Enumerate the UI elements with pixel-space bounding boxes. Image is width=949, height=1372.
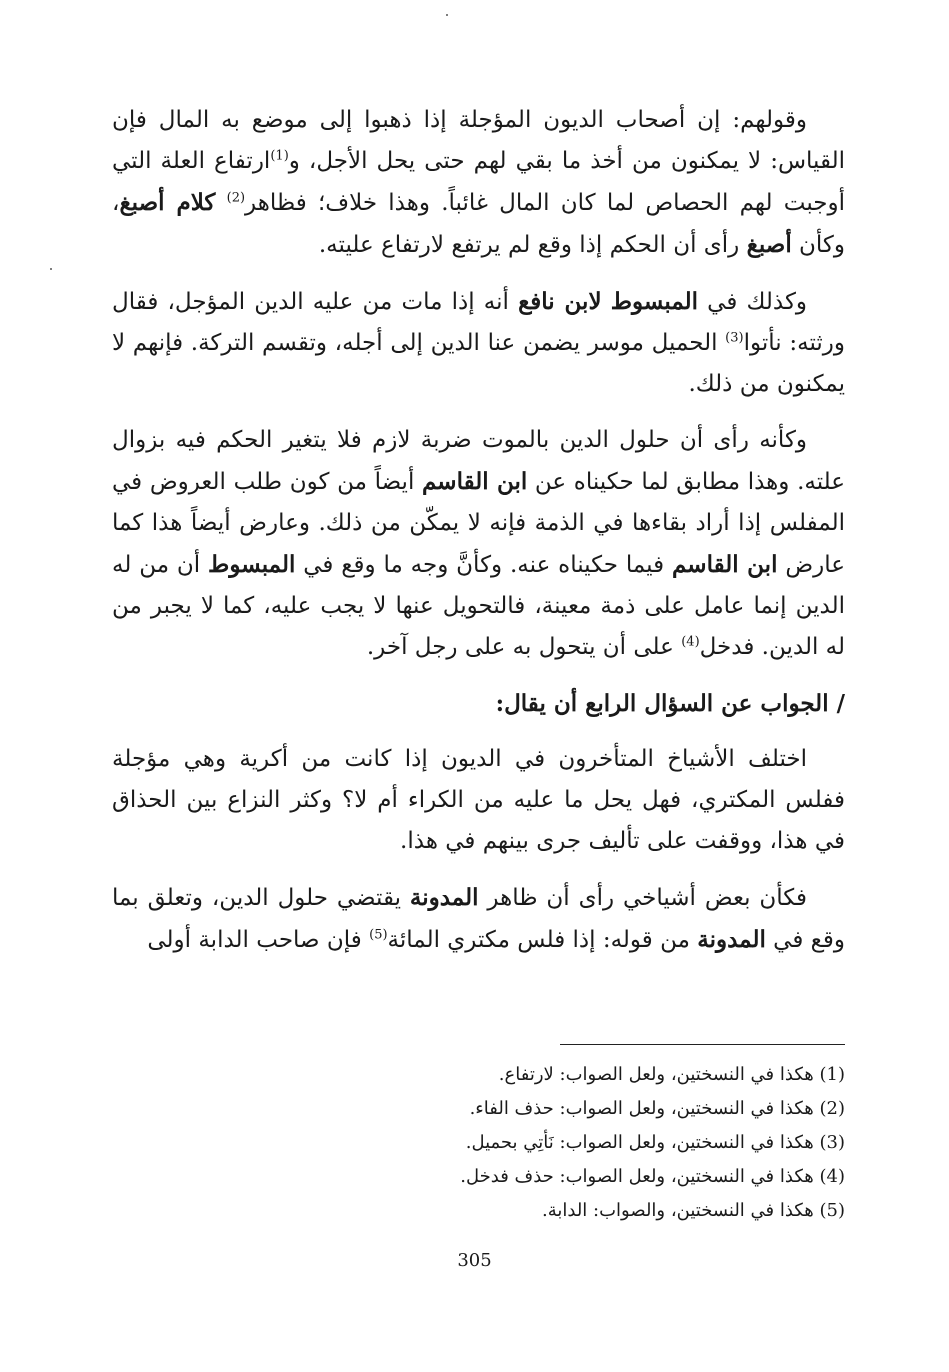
footnote-ref: (2) [226,190,246,206]
text-run: على أن يتحول به على رجل آخر. [366,634,682,660]
footnote-text: هكذا في النسختين، ولعل الصواب: لارتفاع. [498,1064,814,1085]
bold-term: / الجواب عن السؤال الرابع [585,690,845,717]
scan-speck [446,14,448,16]
bold-term: المدونة [697,926,766,953]
footnote-divider [560,1044,845,1045]
paragraph [112,420,845,668]
footnote-number: (4) [819,1166,845,1187]
bold-term: المبسوط [610,288,699,315]
text-run [602,289,611,315]
text-run [215,190,226,216]
text-run: من قوله: إذا فلس مكتري المائة [387,927,698,953]
text-run: فكأن بعض أشياخي رأى أن ظاهر [478,885,807,911]
footnote [300,1126,845,1160]
text-run: وقولهم: إن أصحاب الديون المؤجلة إذا ذهبوا إلى موضع به المال فإن القياس: لا يمكنون من أخذ ما بقي لهم حتى يحل الأجل، و [112,107,845,174]
footnote-text: هكذا في النسختين، ولعل الصواب: نَأتِي بحميل. [465,1132,814,1153]
bold-term: ابن القاسم [421,468,528,495]
footnote [300,1058,845,1092]
paragraph [112,100,845,266]
bold-term: لابن نافع [518,288,602,315]
bold-term: ابن القاسم [671,551,778,578]
text-run: أيضاً من كون طلب العروض في المفلس إذا أراد بقاءها في الذمة فإنه لا يمكّن من ذلك. وعارض أيضاً هذا كما عارض [112,469,845,578]
footnote-number: (1) [819,1064,845,1085]
text-run: فيما حكيناه عنه. وكأنَّ وجه ما وقع في [295,552,672,578]
footnote-text: هكذا في النسختين، ولعل الصواب: حذف فدخل. [460,1166,814,1187]
text-run: اختلف الأشياخ المتأخرون في الديون إذا كانت من أكرية وهي مؤجلة ففلس المكتري، فهل يحل ما عليه من الكراء أم لا؟ وكثر النزاع بين الحذاق في هذا، ووقفت على تأليف جرى بينهم في هذا. [112,746,845,854]
text-run: ، وكأن [112,190,845,258]
footnote-ref: (5) [369,927,388,943]
bold-term: المدونة [409,884,479,911]
text-run: وكذلك في [698,289,807,315]
scan-speck [50,268,52,270]
paragraph [112,281,845,405]
footnote-text: هكذا في النسختين، والصواب: الدابة. [541,1200,814,1221]
footnote-number: (5) [819,1200,845,1221]
text-run: فإن صاحب الدابة أولى [147,927,370,953]
paragraph [112,877,845,961]
text-run: أنه إذا مات من عليه الدين المؤجل، فقال ورثته: نأتوا [112,289,845,356]
bold-term: كلام أصبغ [119,189,216,216]
text-run: رأى أن الحكم إذا وقع لم يرتفع لارتفاع عليته. [318,232,747,258]
footnote [300,1092,845,1126]
text-run: ارتفاع العلة التي أوجبت لهم الحصاص لما كان المال غائباً. وهذا خلاف؛ فظاهر [112,148,845,216]
text-run: أن يقال: [495,690,586,717]
footnote-ref: (4) [681,634,700,650]
footnote-ref: (3) [725,330,744,346]
text-run: وكأنه رأى أن حلول الدين بالموت ضربة لازم فلا يتغير الحكم فيه بزوال علته. وهذا مطابق لما حكيناه عن [112,427,845,495]
footnotes [300,1058,845,1228]
page-number: 305 [457,1250,492,1271]
footnote [300,1194,845,1228]
bold-term: المبسوط [208,551,296,578]
section-heading [112,683,845,724]
text-run: الحميل موسر يضمن عنا الدين إلى أجله، وتقسم التركة. فإنهم لا يمكنون من ذلك. [112,330,845,397]
text-run: أن من له الدين إنما عامل على ذمة معينة، فالتحويل عنها لا يجب عليه، كما لا يجبر من له الدين. فدخل [112,552,845,660]
text-run: يقتضي حلول الدين، وتعلق بما وقع في [112,885,845,953]
paragraph [112,739,845,862]
footnote-text: هكذا في النسختين، ولعل الصواب: حذف الفاء. [469,1098,814,1119]
footnote-number: (2) [819,1098,845,1119]
footnote-number: (3) [819,1132,845,1153]
main-text [112,100,845,976]
footnote-ref: (1) [270,148,289,164]
footnote [300,1160,845,1194]
bold-term: أصبغ [746,231,792,258]
